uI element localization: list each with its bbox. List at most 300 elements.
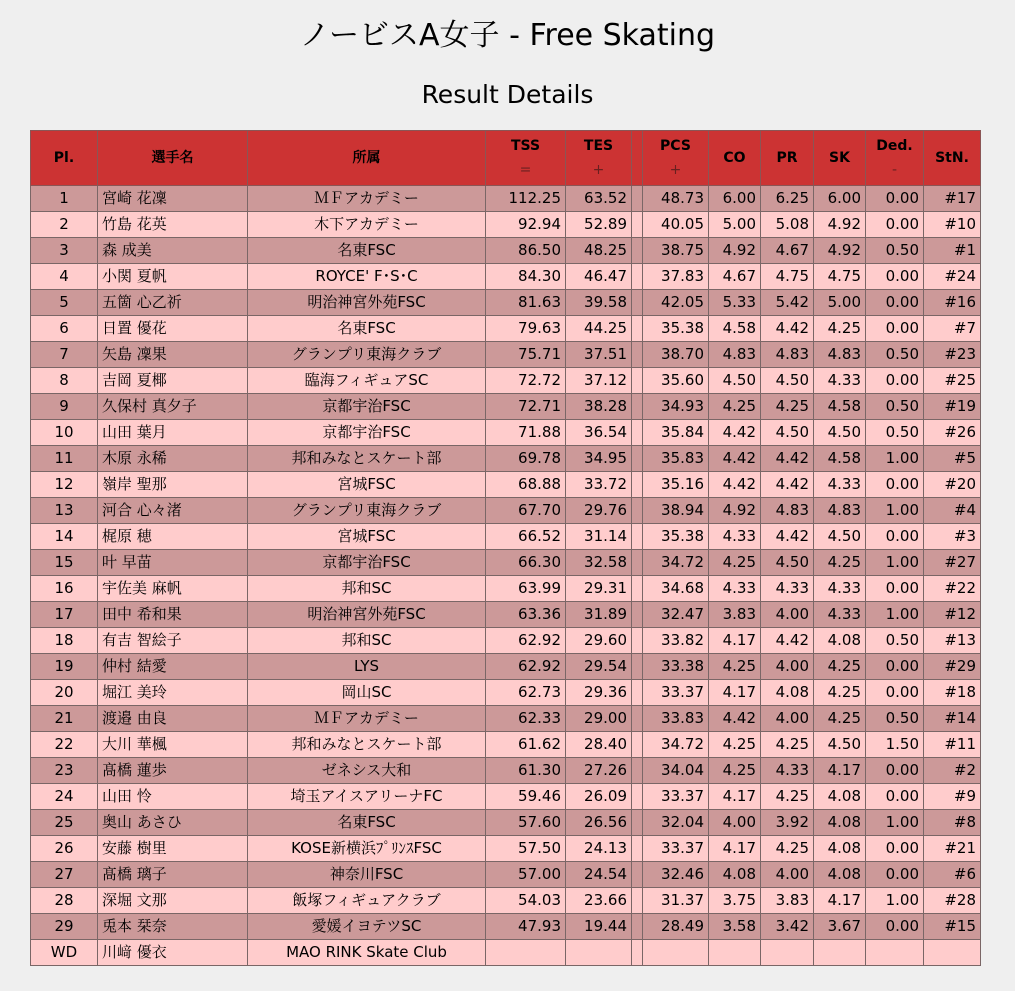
- cell-place: 14: [31, 524, 98, 550]
- cell-tss: 75.71: [486, 342, 566, 368]
- header-tss-operator: =: [519, 162, 532, 178]
- cell-tes: 34.95: [566, 446, 632, 472]
- cell-place: 26: [31, 836, 98, 862]
- header-club: 所属: [248, 131, 486, 186]
- cell-sk: 4.50: [814, 524, 866, 550]
- cell-club: 邦和みなとスケート部: [248, 446, 486, 472]
- cell-place: 13: [31, 498, 98, 524]
- table-row: [31, 732, 981, 758]
- cell-deductions: 0.00: [866, 784, 924, 810]
- cell-club: 宮城FSC: [248, 524, 486, 550]
- cell-skater-name: 山田 怜: [98, 784, 248, 810]
- cell-deductions: 0.50: [866, 238, 924, 264]
- cell-start-number: #16: [924, 290, 981, 316]
- cell-place: 12: [31, 472, 98, 498]
- cell-tss: 72.72: [486, 368, 566, 394]
- header-tss: [486, 131, 566, 186]
- cell-spacer: [632, 732, 643, 758]
- cell-tes: 46.47: [566, 264, 632, 290]
- cell-spacer: [632, 628, 643, 654]
- cell-tss: 72.71: [486, 394, 566, 420]
- table-row: [31, 888, 981, 914]
- cell-tes: 29.60: [566, 628, 632, 654]
- cell-sk: 4.08: [814, 862, 866, 888]
- cell-co: 4.17: [709, 680, 761, 706]
- header-co: CO: [709, 131, 761, 186]
- cell-pcs: 40.05: [643, 212, 709, 238]
- cell-sk: 4.08: [814, 628, 866, 654]
- cell-skater-name: 宮崎 花凜: [98, 186, 248, 212]
- cell-club: ＭＦアカデミー: [248, 706, 486, 732]
- cell-spacer: [632, 680, 643, 706]
- cell-spacer: [632, 446, 643, 472]
- cell-co: 5.00: [709, 212, 761, 238]
- cell-pr: 4.75: [761, 264, 814, 290]
- cell-start-number: #14: [924, 706, 981, 732]
- cell-tes: 19.44: [566, 914, 632, 940]
- cell-skater-name: 山田 葉月: [98, 420, 248, 446]
- cell-place: 10: [31, 420, 98, 446]
- cell-club: ROYCE' F･S･C: [248, 264, 486, 290]
- cell-club: 岡山SC: [248, 680, 486, 706]
- cell-sk: 4.08: [814, 784, 866, 810]
- cell-start-number: #24: [924, 264, 981, 290]
- cell-club: 神奈川FSC: [248, 862, 486, 888]
- cell-co: 4.50: [709, 368, 761, 394]
- header-spacer: [632, 131, 643, 186]
- cell-start-number: #11: [924, 732, 981, 758]
- cell-place: 16: [31, 576, 98, 602]
- cell-pr: 4.42: [761, 524, 814, 550]
- cell-tes: 29.54: [566, 654, 632, 680]
- cell-place: WD: [31, 940, 98, 966]
- cell-spacer: [632, 706, 643, 732]
- page-subtitle: Result Details: [421, 80, 594, 109]
- cell-club: ゼネシス大和: [248, 758, 486, 784]
- cell-pr: 3.92: [761, 810, 814, 836]
- cell-tes: 31.14: [566, 524, 632, 550]
- cell-skater-name: 安藤 樹里: [98, 836, 248, 862]
- cell-start-number: #23: [924, 342, 981, 368]
- cell-spacer: [632, 368, 643, 394]
- cell-deductions: 0.00: [866, 368, 924, 394]
- cell-club: 明治神宮外苑FSC: [248, 290, 486, 316]
- cell-pcs: 38.70: [643, 342, 709, 368]
- cell-skater-name: 渡邉 由良: [98, 706, 248, 732]
- cell-deductions: 1.00: [866, 498, 924, 524]
- cell-pr: 4.25: [761, 836, 814, 862]
- table-row: [31, 472, 981, 498]
- cell-deductions: 1.00: [866, 810, 924, 836]
- cell-deductions: 0.00: [866, 862, 924, 888]
- cell-spacer: [632, 914, 643, 940]
- cell-spacer: [632, 264, 643, 290]
- cell-co: 4.42: [709, 706, 761, 732]
- cell-pcs: 28.49: [643, 914, 709, 940]
- cell-deductions: [866, 940, 924, 966]
- cell-co: 4.25: [709, 394, 761, 420]
- cell-pr: 3.83: [761, 888, 814, 914]
- cell-place: 18: [31, 628, 98, 654]
- cell-tss: 62.92: [486, 628, 566, 654]
- cell-pr: 4.42: [761, 472, 814, 498]
- cell-co: 3.75: [709, 888, 761, 914]
- cell-deductions: 0.00: [866, 836, 924, 862]
- cell-tss: 86.50: [486, 238, 566, 264]
- cell-start-number: #8: [924, 810, 981, 836]
- cell-tss: 47.93: [486, 914, 566, 940]
- cell-club: グランプリ東海クラブ: [248, 342, 486, 368]
- cell-deductions: 1.00: [866, 602, 924, 628]
- table-row: [31, 654, 981, 680]
- cell-sk: 5.00: [814, 290, 866, 316]
- cell-deductions: 0.00: [866, 290, 924, 316]
- cell-pcs: 34.68: [643, 576, 709, 602]
- cell-pr: [761, 940, 814, 966]
- cell-place: 5: [31, 290, 98, 316]
- cell-spacer: [632, 758, 643, 784]
- cell-tss: 66.30: [486, 550, 566, 576]
- cell-pr: 4.50: [761, 420, 814, 446]
- cell-start-number: #22: [924, 576, 981, 602]
- cell-deductions: 0.00: [866, 758, 924, 784]
- cell-club: 宮城FSC: [248, 472, 486, 498]
- cell-sk: 4.83: [814, 342, 866, 368]
- cell-start-number: #26: [924, 420, 981, 446]
- cell-co: 4.92: [709, 498, 761, 524]
- cell-tes: 27.26: [566, 758, 632, 784]
- cell-co: [709, 940, 761, 966]
- cell-pr: 4.50: [761, 550, 814, 576]
- cell-tes: 44.25: [566, 316, 632, 342]
- cell-pr: 4.83: [761, 498, 814, 524]
- cell-skater-name: 竹島 花英: [98, 212, 248, 238]
- cell-skater-name: 髙橋 璃子: [98, 862, 248, 888]
- cell-club: 明治神宮外苑FSC: [248, 602, 486, 628]
- cell-skater-name: 叶 早苗: [98, 550, 248, 576]
- cell-sk: 4.58: [814, 446, 866, 472]
- cell-tes: 29.76: [566, 498, 632, 524]
- table-row: [31, 680, 981, 706]
- table-row: [31, 394, 981, 420]
- cell-co: 4.92: [709, 238, 761, 264]
- cell-place: 28: [31, 888, 98, 914]
- cell-place: 20: [31, 680, 98, 706]
- cell-start-number: #7: [924, 316, 981, 342]
- header-ded-label: Ded.: [876, 138, 913, 154]
- cell-co: 4.00: [709, 810, 761, 836]
- header-pcs-label: PCS: [660, 138, 691, 154]
- cell-tss: 92.94: [486, 212, 566, 238]
- cell-pcs: 38.75: [643, 238, 709, 264]
- cell-deductions: 0.50: [866, 394, 924, 420]
- cell-tss: 63.99: [486, 576, 566, 602]
- cell-tes: 31.89: [566, 602, 632, 628]
- cell-skater-name: 奥山 あさひ: [98, 810, 248, 836]
- header-ded-operator: -: [891, 162, 898, 178]
- cell-tss: 62.73: [486, 680, 566, 706]
- table-row: [31, 238, 981, 264]
- table-row: [31, 862, 981, 888]
- cell-place: 17: [31, 602, 98, 628]
- cell-skater-name: 小関 夏帆: [98, 264, 248, 290]
- cell-start-number: #28: [924, 888, 981, 914]
- cell-skater-name: 久保村 真夕子: [98, 394, 248, 420]
- cell-skater-name: 吉岡 夏椰: [98, 368, 248, 394]
- cell-pcs: [643, 940, 709, 966]
- cell-pr: 4.25: [761, 394, 814, 420]
- cell-tss: 69.78: [486, 446, 566, 472]
- cell-pcs: 33.37: [643, 836, 709, 862]
- cell-club: KOSE新横浜ﾌﾟﾘﾝｽFSC: [248, 836, 486, 862]
- header-start-number: StN.: [924, 131, 981, 186]
- cell-skater-name: 有吉 智絵子: [98, 628, 248, 654]
- cell-club: 邦和みなとスケート部: [248, 732, 486, 758]
- table-row: [31, 550, 981, 576]
- cell-pcs: 35.38: [643, 524, 709, 550]
- cell-tes: 26.09: [566, 784, 632, 810]
- cell-tes: 63.52: [566, 186, 632, 212]
- cell-sk: 4.50: [814, 732, 866, 758]
- cell-co: 4.42: [709, 420, 761, 446]
- cell-spacer: [632, 524, 643, 550]
- header-sk: SK: [814, 131, 866, 186]
- cell-spacer: [632, 784, 643, 810]
- cell-club: 名東FSC: [248, 238, 486, 264]
- cell-pcs: 33.37: [643, 680, 709, 706]
- cell-sk: 4.75: [814, 264, 866, 290]
- cell-tss: 57.00: [486, 862, 566, 888]
- cell-start-number: #27: [924, 550, 981, 576]
- cell-place: 8: [31, 368, 98, 394]
- cell-tss: 62.33: [486, 706, 566, 732]
- cell-club: 飯塚フィギュアクラブ: [248, 888, 486, 914]
- cell-sk: 4.83: [814, 498, 866, 524]
- cell-pcs: 48.73: [643, 186, 709, 212]
- cell-spacer: [632, 342, 643, 368]
- cell-deductions: 0.50: [866, 706, 924, 732]
- cell-start-number: #10: [924, 212, 981, 238]
- cell-deductions: 1.00: [866, 446, 924, 472]
- table-row: [31, 810, 981, 836]
- header-skater-name: 選手名: [98, 131, 248, 186]
- cell-spacer: [632, 888, 643, 914]
- cell-tss: 54.03: [486, 888, 566, 914]
- cell-pr: 4.42: [761, 446, 814, 472]
- cell-sk: 4.08: [814, 836, 866, 862]
- cell-co: 4.25: [709, 758, 761, 784]
- cell-skater-name: 堀江 美玲: [98, 680, 248, 706]
- cell-spacer: [632, 940, 643, 966]
- cell-club: 愛媛イヨテツSC: [248, 914, 486, 940]
- cell-place: 29: [31, 914, 98, 940]
- cell-spacer: [632, 810, 643, 836]
- cell-co: 4.42: [709, 472, 761, 498]
- cell-place: 24: [31, 784, 98, 810]
- cell-tss: 61.30: [486, 758, 566, 784]
- cell-sk: 4.25: [814, 550, 866, 576]
- cell-skater-name: 川﨑 優衣: [98, 940, 248, 966]
- cell-tss: 68.88: [486, 472, 566, 498]
- cell-sk: 3.67: [814, 914, 866, 940]
- table-row: [31, 498, 981, 524]
- cell-start-number: #12: [924, 602, 981, 628]
- cell-spacer: [632, 836, 643, 862]
- cell-co: 4.25: [709, 732, 761, 758]
- cell-co: 4.83: [709, 342, 761, 368]
- header-tss-label: TSS: [510, 138, 541, 154]
- cell-start-number: #18: [924, 680, 981, 706]
- cell-tss: 79.63: [486, 316, 566, 342]
- table-row: [31, 914, 981, 940]
- cell-sk: 4.25: [814, 680, 866, 706]
- cell-skater-name: 五箇 心乙祈: [98, 290, 248, 316]
- header-pcs: [643, 131, 709, 186]
- cell-pcs: 35.83: [643, 446, 709, 472]
- table-row: [31, 836, 981, 862]
- header-pcs-operator: +: [669, 162, 682, 178]
- cell-place: 3: [31, 238, 98, 264]
- cell-pcs: 35.84: [643, 420, 709, 446]
- cell-tes: 52.89: [566, 212, 632, 238]
- header-place: Pl.: [31, 131, 98, 186]
- cell-co: 3.83: [709, 602, 761, 628]
- cell-place: 2: [31, 212, 98, 238]
- cell-pcs: 35.16: [643, 472, 709, 498]
- cell-co: 4.08: [709, 862, 761, 888]
- cell-skater-name: 髙橋 蓮歩: [98, 758, 248, 784]
- cell-tss: 61.62: [486, 732, 566, 758]
- cell-pr: 4.33: [761, 576, 814, 602]
- cell-pcs: 38.94: [643, 498, 709, 524]
- cell-pr: 4.00: [761, 862, 814, 888]
- table-row: [31, 316, 981, 342]
- cell-tes: 24.54: [566, 862, 632, 888]
- cell-start-number: #20: [924, 472, 981, 498]
- cell-skater-name: 仲村 結愛: [98, 654, 248, 680]
- cell-tes: [566, 940, 632, 966]
- cell-club: LYS: [248, 654, 486, 680]
- cell-start-number: [924, 940, 981, 966]
- cell-club: 邦和SC: [248, 576, 486, 602]
- cell-start-number: #29: [924, 654, 981, 680]
- cell-spacer: [632, 576, 643, 602]
- cell-tes: 48.25: [566, 238, 632, 264]
- header-tes: [566, 131, 632, 186]
- cell-tes: 29.31: [566, 576, 632, 602]
- page-title: ノービスA女子 - Free Skating: [299, 18, 716, 53]
- cell-deductions: 0.00: [866, 316, 924, 342]
- cell-tss: [486, 940, 566, 966]
- table-row: [31, 342, 981, 368]
- cell-deductions: 0.00: [866, 654, 924, 680]
- cell-skater-name: 深堀 文那: [98, 888, 248, 914]
- cell-pr: 4.08: [761, 680, 814, 706]
- cell-place: 9: [31, 394, 98, 420]
- cell-co: 4.17: [709, 784, 761, 810]
- cell-place: 15: [31, 550, 98, 576]
- cell-start-number: #19: [924, 394, 981, 420]
- cell-tss: 112.25: [486, 186, 566, 212]
- cell-skater-name: 日置 優花: [98, 316, 248, 342]
- cell-tes: 23.66: [566, 888, 632, 914]
- cell-pcs: 42.05: [643, 290, 709, 316]
- cell-co: 4.17: [709, 628, 761, 654]
- cell-co: 4.67: [709, 264, 761, 290]
- header-pr: PR: [761, 131, 814, 186]
- cell-co: 4.58: [709, 316, 761, 342]
- cell-club: 臨海フィギュアSC: [248, 368, 486, 394]
- cell-skater-name: 森 成美: [98, 238, 248, 264]
- cell-skater-name: 矢島 凜果: [98, 342, 248, 368]
- cell-spacer: [632, 498, 643, 524]
- cell-tss: 66.52: [486, 524, 566, 550]
- cell-sk: 4.17: [814, 758, 866, 784]
- cell-spacer: [632, 238, 643, 264]
- cell-club: グランプリ東海クラブ: [248, 498, 486, 524]
- cell-deductions: 0.50: [866, 628, 924, 654]
- cell-deductions: 0.00: [866, 680, 924, 706]
- cell-start-number: #21: [924, 836, 981, 862]
- cell-place: 19: [31, 654, 98, 680]
- cell-club: 邦和SC: [248, 628, 486, 654]
- table-row: [31, 212, 981, 238]
- cell-place: 7: [31, 342, 98, 368]
- cell-spacer: [632, 186, 643, 212]
- cell-co: 4.42: [709, 446, 761, 472]
- cell-tss: 67.70: [486, 498, 566, 524]
- table-row: [31, 420, 981, 446]
- cell-spacer: [632, 654, 643, 680]
- cell-tes: 29.36: [566, 680, 632, 706]
- cell-pr: 4.00: [761, 602, 814, 628]
- cell-pr: 4.25: [761, 784, 814, 810]
- cell-place: 1: [31, 186, 98, 212]
- cell-pcs: 33.38: [643, 654, 709, 680]
- cell-sk: 4.17: [814, 888, 866, 914]
- cell-club: 京都宇治FSC: [248, 394, 486, 420]
- table-row: [31, 706, 981, 732]
- cell-pcs: 33.83: [643, 706, 709, 732]
- cell-club: 木下アカデミー: [248, 212, 486, 238]
- cell-pcs: 32.46: [643, 862, 709, 888]
- cell-co: 4.25: [709, 550, 761, 576]
- cell-club: 京都宇治FSC: [248, 420, 486, 446]
- cell-tss: 84.30: [486, 264, 566, 290]
- cell-deductions: 0.50: [866, 420, 924, 446]
- cell-tss: 81.63: [486, 290, 566, 316]
- table-header-row: [31, 131, 981, 186]
- cell-tss: 62.92: [486, 654, 566, 680]
- cell-sk: 4.08: [814, 810, 866, 836]
- cell-start-number: #4: [924, 498, 981, 524]
- cell-pr: 4.00: [761, 706, 814, 732]
- cell-skater-name: 河合 心々渚: [98, 498, 248, 524]
- cell-skater-name: 大川 華楓: [98, 732, 248, 758]
- cell-sk: 4.33: [814, 472, 866, 498]
- table-row: [31, 524, 981, 550]
- cell-spacer: [632, 550, 643, 576]
- cell-tss: 59.46: [486, 784, 566, 810]
- cell-pcs: 32.47: [643, 602, 709, 628]
- cell-start-number: #6: [924, 862, 981, 888]
- cell-pcs: 37.83: [643, 264, 709, 290]
- cell-co: 6.00: [709, 186, 761, 212]
- cell-sk: 4.33: [814, 576, 866, 602]
- cell-pr: 5.42: [761, 290, 814, 316]
- cell-tes: 28.40: [566, 732, 632, 758]
- cell-sk: 4.25: [814, 706, 866, 732]
